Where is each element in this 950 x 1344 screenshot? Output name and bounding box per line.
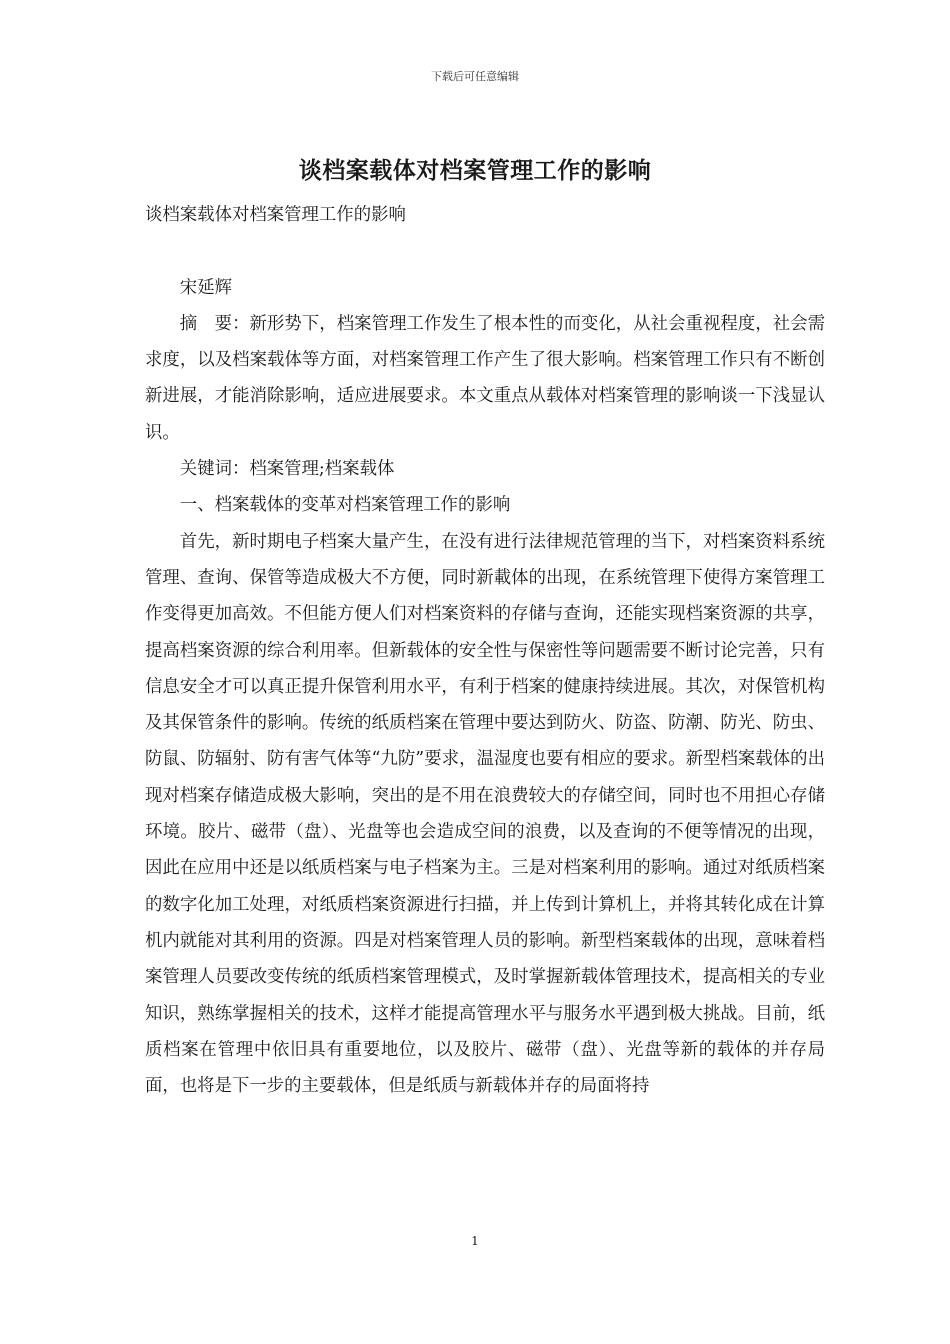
page-header-note: 下载后可任意编辑 (431, 70, 519, 83)
document-title: 谈档案载体对档案管理工作的影响 (298, 157, 652, 184)
blank-line (145, 233, 825, 269)
document-subtitle: 谈档案载体对档案管理工作的影响 (145, 205, 406, 225)
section-heading: 一、档案载体的变革对档案管理工作的影响 (179, 495, 511, 516)
body-paragraph: 首先，新时期电子档案大量产生，在没有进行法律规范管理的当下，对档案资料系统管理、查询、保管等造成极大不方便，同时新載体的出现，在系统管理下使得方案管理工作变得更加高效。不但能方便人们对档案资料的存储与查询，还能实现档案资源的共享，提高档案资源的综合利用率。但新载体的安全性与保密性等问题需要不断讨论完善，只有信息安全才可以真正提升保管利用水平，有利于档案的健康持续进展。其次，对保管机构及其保管条件的影响。传统的纸质档案在管理中要达到防火、防盗、防潮、防光、防虫、防鼠、防辐射、防有害气体等“九防”要求，温湿度也要有相应的要求。新型档案载体的出现对档案存储造成极大影响，突出的是不用在浪费较大的存储空间，同时也不用担心存储环境。胶片、磁带（盘）、光盘等也会造成空间的浪费，以及查询的不便等情况的出现，因此在应用中还是以纸质档案与电子档案为主。三是对档案利用的影响。通过对纸质档案的数字化加工处理，对纸质档案资源进行扫描，并上传到计算机上，并将其转化成在计算机内就能对其利用的资源。四是对档案管理人员的影响。新型档案载体的出现，意味着档案管理人员要改变传统的纸质档案管理模式，及时掌握新载体管理技术，提高相关的专业知识，熟练掌握相关的技术，这样才能提高管理水平与服务水平遇到极大挑战。目前，纸质档案在管理中依旧具有重要地位，以及胶片、磁带（盘）、光盘等新的载体的并存局面，也将是下一步的主要载体，但是纸质与新载体并存的局面将持 (145, 531, 825, 1097)
abstract-paragraph: 摘 要：新形势下，档案管理工作发生了根本性的而变化，从社会重视程度，社会需求度，以及档案载体等方面，对档案管理工作产生了很大影响。档案管理工作只有不断创新进展，才能消除影响，适应进展要求。本文重点从载体对档案管理的影响谈一下浅显认识。 (145, 313, 825, 443)
author-name: 宋延辉 (179, 277, 232, 298)
page-number: 1 (471, 1234, 479, 1248)
document-body (145, 197, 825, 1104)
keywords-line: 关键词：档案管理;档案载体 (179, 459, 395, 480)
